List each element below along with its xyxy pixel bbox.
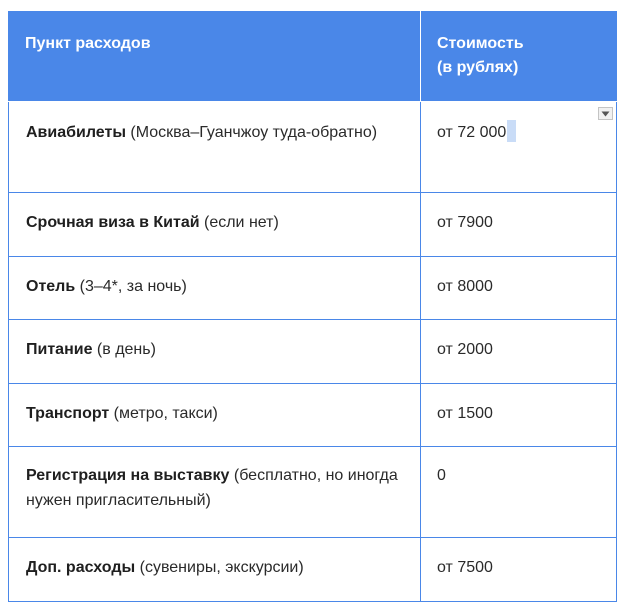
header-item-label: Пункт расходов <box>25 35 151 52</box>
cost-cell[interactable] <box>421 320 617 384</box>
table-row <box>9 447 617 538</box>
item-note: (если нет) <box>199 214 279 231</box>
item-note: (бесплатно, но иногда нужен пригласительный) <box>26 467 398 509</box>
item-cell[interactable] <box>9 384 421 447</box>
item-note: (в день) <box>92 341 156 358</box>
item-cell[interactable] <box>9 447 421 538</box>
cost-cell[interactable] <box>421 447 617 538</box>
item-note: (Москва–Гуанчжоу туда-обратно) <box>125 124 378 141</box>
table-row <box>9 102 617 193</box>
item-name: Авиабилеты <box>26 124 126 141</box>
header-cost-line1: Стоимость <box>437 35 524 52</box>
header-cost-line2: (в рублях) <box>437 59 519 76</box>
header-cost[interactable] <box>421 12 617 102</box>
table-row <box>9 257 617 320</box>
cost-value: 0 <box>437 467 446 484</box>
table-row <box>9 384 617 447</box>
cost-cell[interactable] <box>421 193 617 257</box>
item-cell[interactable] <box>9 193 421 257</box>
item-cell[interactable] <box>9 257 421 320</box>
cost-value: от 8000 <box>437 278 493 295</box>
cost-value: от 1500 <box>437 405 493 422</box>
cost-value: от 72 000 <box>437 124 507 141</box>
cost-cell-selected[interactable] <box>421 102 617 193</box>
dropdown-arrow-icon[interactable] <box>598 107 613 120</box>
expenses-table <box>8 11 617 602</box>
item-note: (сувениры, экскурсии) <box>135 559 304 576</box>
cost-cell[interactable] <box>421 384 617 447</box>
cost-cell[interactable] <box>421 257 617 320</box>
table-row <box>9 193 617 257</box>
item-name: Регистрация на выставку <box>26 467 230 484</box>
cost-value: от 7500 <box>437 559 493 576</box>
item-name: Транспорт <box>26 405 110 422</box>
item-cell[interactable] <box>9 102 421 193</box>
cost-value: от 7900 <box>437 214 493 231</box>
item-cell[interactable] <box>9 320 421 384</box>
text-selection-highlight <box>507 120 516 142</box>
item-note: (3–4*, за ночь) <box>75 278 187 295</box>
item-name: Срочная виза в Китай <box>26 214 200 231</box>
table-row <box>9 538 617 602</box>
table-row <box>9 320 617 384</box>
item-name: Питание <box>26 341 93 358</box>
cost-cell[interactable] <box>421 538 617 602</box>
item-note: (метро, такси) <box>109 405 218 422</box>
item-cell[interactable] <box>9 538 421 602</box>
cost-value: от 2000 <box>437 341 493 358</box>
item-name: Отель <box>26 278 76 295</box>
item-name: Доп. расходы <box>26 559 136 576</box>
header-row <box>9 12 617 102</box>
header-item[interactable] <box>9 12 421 102</box>
